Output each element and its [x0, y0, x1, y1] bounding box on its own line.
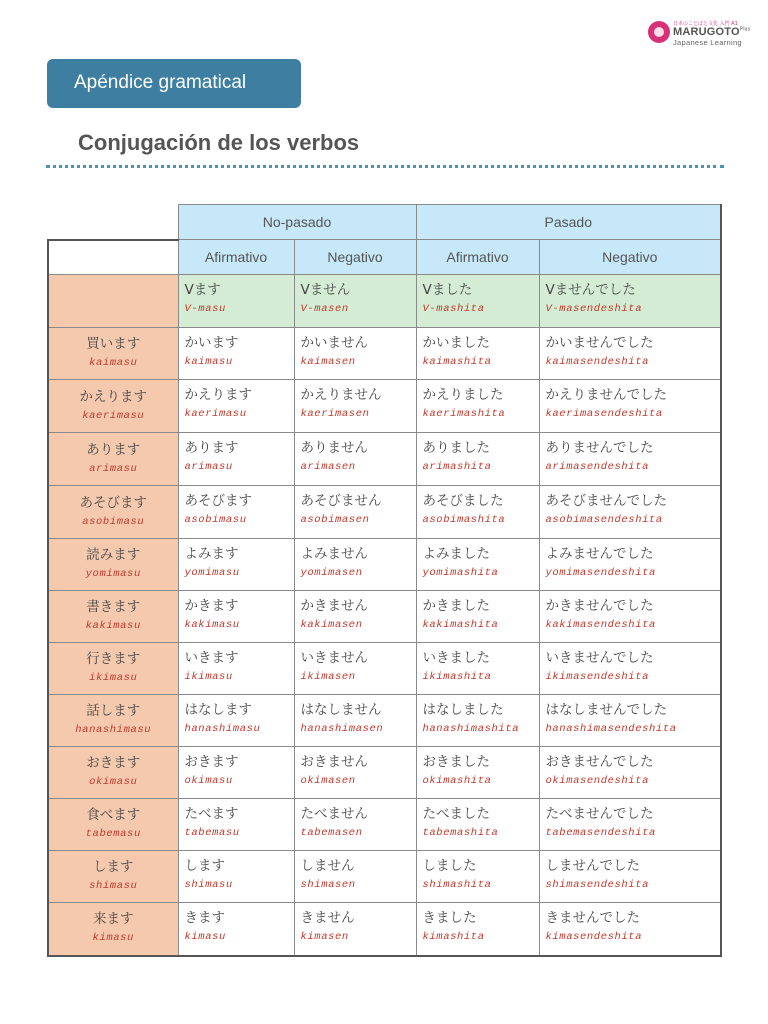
- verb-romaji: kaerimasu: [82, 409, 145, 422]
- verb-romaji: kaimasu: [89, 357, 138, 369]
- verb-kana: 話します: [86, 703, 141, 719]
- form-kana: あそびませんでした: [545, 493, 667, 509]
- conjugation-cell: [416, 486, 539, 539]
- conjugation-cell: [416, 851, 539, 903]
- form-romaji: tabemasendeshita: [545, 827, 656, 839]
- form-kana: おきませんでした: [545, 754, 654, 770]
- verb-dictionary-cell: [48, 747, 178, 799]
- form-romaji: shimasen: [300, 879, 356, 891]
- form-kana: きました: [422, 910, 477, 926]
- form-kana: たべます: [184, 806, 239, 822]
- form-romaji: kakimasendeshita: [545, 619, 656, 631]
- conjugation-cell: [539, 643, 721, 695]
- verb-dictionary-cell: [48, 328, 178, 380]
- verb-dictionary-cell: [48, 433, 178, 486]
- verb-row: [48, 591, 721, 643]
- pattern-kana: Vます: [184, 282, 221, 298]
- pattern-romaji: V-masu: [184, 303, 226, 315]
- form-romaji: yomimashita: [422, 567, 499, 579]
- form-kana: いきました: [422, 650, 490, 666]
- conjugation-cell: [294, 851, 416, 903]
- form-romaji: yomimasu: [184, 567, 240, 579]
- sub-header: Negativo: [294, 240, 416, 275]
- logo-brand-name: [673, 26, 750, 38]
- group-header-no-pasado: No-pasado: [178, 205, 416, 240]
- form-kana: しません: [300, 858, 355, 874]
- conjugation-cell: [539, 486, 721, 539]
- verb-dictionary-cell: [48, 591, 178, 643]
- verb-kana: 買います: [86, 336, 141, 352]
- verb-romaji: hanashimasu: [75, 724, 152, 736]
- conjugation-cell: [178, 380, 294, 433]
- form-romaji: arimasu: [184, 461, 233, 473]
- form-kana: たべませんでした: [545, 806, 654, 822]
- conjugation-cell: [294, 643, 416, 695]
- form-kana: かえりませんでした: [545, 387, 667, 403]
- verb-romaji: ikimasu: [89, 672, 138, 684]
- form-kana: かきません: [300, 598, 368, 614]
- conjugation-cell: [539, 591, 721, 643]
- conjugation-cell: [416, 433, 539, 486]
- verb-kana: おきます: [86, 755, 141, 771]
- form-romaji: kaimasen: [300, 356, 356, 368]
- form-romaji: kakimasu: [184, 619, 240, 631]
- conjugation-cell: [294, 328, 416, 380]
- form-kana: します: [184, 858, 225, 874]
- form-romaji: kakimashita: [422, 619, 499, 631]
- conjugation-cell: [178, 903, 294, 956]
- conjugation-cell: [539, 433, 721, 486]
- form-kana: きません: [300, 910, 355, 926]
- verb-kana: 書きます: [86, 599, 141, 615]
- form-romaji: asobimashita: [422, 514, 506, 526]
- form-romaji: tabemasu: [184, 827, 240, 839]
- pattern-row-label: [48, 275, 178, 328]
- pattern-cell: [416, 275, 539, 328]
- form-kana: いきません: [300, 650, 368, 666]
- verb-row: [48, 380, 721, 433]
- form-kana: かいます: [184, 335, 239, 351]
- conjugation-cell: [416, 695, 539, 747]
- form-kana: いきませんでした: [545, 650, 654, 666]
- sub-header: Afirmativo: [416, 240, 539, 275]
- form-romaji: kimasendeshita: [545, 931, 643, 943]
- verb-romaji: kimasu: [92, 932, 134, 945]
- form-kana: きませんでした: [545, 910, 640, 926]
- form-romaji: kaerimashita: [422, 408, 506, 420]
- verb-dictionary-cell: [48, 486, 178, 539]
- pattern-kana: Vました: [422, 282, 473, 298]
- form-kana: かいました: [422, 335, 490, 351]
- form-romaji: yomimasen: [300, 567, 363, 579]
- pattern-romaji: V-mashita: [422, 303, 485, 315]
- form-romaji: kaerimasendeshita: [545, 408, 663, 420]
- form-kana: いきます: [184, 650, 239, 666]
- verb-kana: かえります: [79, 388, 147, 405]
- form-romaji: kaimashita: [422, 356, 492, 368]
- verb-kana: あそびます: [79, 494, 147, 511]
- conjugation-cell: [178, 591, 294, 643]
- sub-header: Negativo: [539, 240, 721, 275]
- form-romaji: asobimasendeshita: [545, 514, 663, 526]
- conjugation-cell: [416, 539, 539, 591]
- conjugation-cell: [416, 747, 539, 799]
- empty-corner-top: [48, 205, 178, 240]
- verb-row: [48, 851, 721, 903]
- logo-brand-name-main: MARUGOTO: [673, 26, 740, 38]
- form-kana: かきます: [184, 598, 239, 614]
- form-romaji: hanashimashita: [422, 723, 520, 735]
- dotted-divider: [46, 165, 724, 168]
- form-kana: しませんでした: [545, 858, 640, 874]
- form-kana: あります: [184, 440, 239, 456]
- verb-romaji: okimasu: [89, 776, 138, 788]
- form-kana: はなしませんでした: [545, 702, 667, 718]
- conjugation-cell: [294, 380, 416, 433]
- form-romaji: okimashita: [422, 775, 492, 787]
- conjugation-cell: [294, 539, 416, 591]
- form-kana: かきました: [422, 598, 490, 614]
- sub-header: Afirmativo: [178, 240, 294, 275]
- form-kana: しました: [422, 858, 477, 874]
- conjugation-cell: [539, 851, 721, 903]
- verb-row: [48, 695, 721, 747]
- form-romaji: kaimasendeshita: [545, 356, 650, 368]
- conjugation-cell: [416, 328, 539, 380]
- verb-kana: 食べます: [86, 807, 141, 823]
- section-badge: [47, 59, 301, 108]
- page-title: Conjugación de los verbos: [78, 130, 360, 155]
- logo-small-text: 日本のことばと文化 入門 A1: [673, 21, 738, 27]
- conjugation-cell: [539, 695, 721, 747]
- verb-row: [48, 747, 721, 799]
- form-romaji: ikimasendeshita: [545, 671, 650, 683]
- logo-brand-plus: Plus: [739, 26, 751, 33]
- form-kana: おきません: [300, 754, 368, 770]
- conjugation-cell: [416, 799, 539, 851]
- conjugation-cell: [294, 591, 416, 643]
- form-kana: はなしました: [422, 702, 504, 718]
- verb-dictionary-cell: [48, 799, 178, 851]
- verb-row: [48, 328, 721, 380]
- form-romaji: yomimasendeshita: [545, 567, 656, 579]
- conjugation-cell: [178, 539, 294, 591]
- conjugation-cell: [539, 380, 721, 433]
- form-romaji: kaerimasen: [300, 408, 370, 420]
- form-romaji: shimashita: [422, 879, 492, 891]
- group-header-row: [48, 205, 721, 240]
- empty-corner-bottom: [48, 240, 178, 275]
- verb-romaji: tabemasu: [85, 828, 141, 840]
- form-kana: たべました: [422, 806, 490, 822]
- pattern-row: [48, 275, 721, 328]
- form-romaji: hanashimasen: [300, 723, 384, 735]
- verb-row: [48, 903, 721, 956]
- form-kana: あそびません: [300, 493, 382, 509]
- conjugation-cell: [539, 903, 721, 956]
- conjugation-cell: [294, 433, 416, 486]
- form-kana: ありません: [300, 440, 368, 456]
- verb-row: [48, 643, 721, 695]
- logo-tagline: Japanese Learning: [673, 38, 742, 47]
- conjugation-cell: [178, 747, 294, 799]
- form-kana: かえりました: [422, 387, 504, 403]
- form-romaji: hanashimasu: [184, 723, 261, 735]
- form-romaji: ikimashita: [422, 671, 492, 683]
- verb-kana: 読みます: [86, 547, 141, 563]
- conjugation-cell: [178, 695, 294, 747]
- form-kana: かえります: [184, 387, 252, 403]
- form-romaji: tabemasen: [300, 827, 363, 839]
- form-kana: かいませんでした: [545, 335, 654, 351]
- form-romaji: okimasu: [184, 775, 233, 787]
- verb-dictionary-cell: [48, 380, 178, 433]
- form-kana: よみませんでした: [545, 546, 654, 562]
- form-romaji: ikimasu: [184, 671, 233, 683]
- conjugation-cell: [294, 903, 416, 956]
- pattern-cell: [539, 275, 721, 328]
- conjugation-cell: [539, 328, 721, 380]
- conjugation-cell: [294, 486, 416, 539]
- verb-dictionary-cell: [48, 851, 178, 903]
- conjugation-cell: [178, 799, 294, 851]
- form-romaji: kimasen: [300, 931, 349, 943]
- verb-romaji: shimasu: [89, 880, 138, 892]
- form-romaji: asobimasu: [184, 514, 247, 526]
- conjugation-cell: [178, 643, 294, 695]
- form-romaji: okimasendeshita: [545, 775, 650, 787]
- verb-row: [48, 433, 721, 486]
- form-kana: はなします: [184, 702, 252, 718]
- conjugation-table: [47, 204, 722, 957]
- conjugation-cell: [294, 799, 416, 851]
- verb-dictionary-cell: [48, 539, 178, 591]
- verb-romaji: yomimasu: [85, 568, 141, 580]
- pattern-cell: [294, 275, 416, 328]
- form-romaji: kakimasen: [300, 619, 363, 631]
- form-romaji: ikimasen: [300, 671, 356, 683]
- form-romaji: tabemashita: [422, 827, 499, 839]
- form-kana: おきました: [422, 754, 490, 770]
- conjugation-cell: [539, 747, 721, 799]
- form-kana: かいません: [300, 335, 368, 351]
- conjugation-cell: [539, 799, 721, 851]
- form-romaji: kaimasu: [184, 356, 233, 368]
- form-kana: たべません: [300, 806, 368, 822]
- form-romaji: kimashita: [422, 931, 485, 943]
- form-romaji: shimasendeshita: [545, 879, 650, 891]
- form-kana: はなしません: [300, 702, 382, 718]
- form-kana: あそびました: [422, 493, 504, 509]
- form-romaji: okimasen: [300, 775, 356, 787]
- form-romaji: arimashita: [422, 461, 492, 473]
- pattern-kana: Vませんでした: [545, 282, 636, 298]
- group-header-pasado: Pasado: [416, 205, 721, 240]
- conjugation-cell: [178, 851, 294, 903]
- conjugation-cell: [294, 695, 416, 747]
- verb-row: [48, 539, 721, 591]
- form-kana: ありました: [422, 440, 490, 456]
- conjugation-cell: [416, 643, 539, 695]
- form-romaji: asobimasen: [300, 514, 370, 526]
- form-romaji: hanashimasendeshita: [545, 723, 677, 735]
- conjugation-cell: [294, 747, 416, 799]
- sub-header-row: [48, 240, 721, 275]
- form-kana: よみません: [300, 546, 368, 562]
- conjugation-cell: [178, 433, 294, 486]
- conjugation-cell: [539, 539, 721, 591]
- form-romaji: arimasen: [300, 461, 356, 473]
- verb-kana: します: [93, 859, 134, 875]
- verb-romaji: kakimasu: [85, 620, 141, 632]
- pattern-kana: Vません: [300, 282, 351, 298]
- conjugation-cell: [416, 380, 539, 433]
- form-kana: きます: [184, 910, 225, 926]
- verb-kana: 来ます: [93, 911, 134, 928]
- pattern-romaji: V-masendeshita: [545, 303, 643, 315]
- verb-dictionary-cell: [48, 903, 178, 956]
- verb-row: [48, 799, 721, 851]
- marugoto-logo: [648, 18, 753, 48]
- section-label: Apéndice gramatical: [74, 72, 247, 93]
- logo-mark-icon: [648, 21, 670, 43]
- form-kana: よみました: [422, 546, 490, 562]
- verb-romaji: arimasu: [89, 462, 138, 475]
- pattern-romaji: V-masen: [300, 303, 349, 315]
- form-romaji: arimasendeshita: [545, 461, 650, 473]
- verb-dictionary-cell: [48, 643, 178, 695]
- verb-dictionary-cell: [48, 695, 178, 747]
- conjugation-cell: [416, 903, 539, 956]
- conjugation-cell: [178, 328, 294, 380]
- conjugation-cell: [178, 486, 294, 539]
- verb-kana: あります: [86, 441, 141, 458]
- form-kana: ありませんでした: [545, 440, 654, 456]
- form-romaji: kaerimasu: [184, 408, 247, 420]
- form-kana: よみます: [184, 546, 239, 562]
- form-kana: かきませんでした: [545, 598, 654, 614]
- form-kana: かえりません: [300, 387, 382, 403]
- verb-romaji: asobimasu: [82, 515, 145, 528]
- form-kana: おきます: [184, 754, 239, 770]
- conjugation-cell: [416, 591, 539, 643]
- form-romaji: kimasu: [184, 931, 226, 943]
- form-romaji: shimasu: [184, 879, 233, 891]
- verb-kana: 行きます: [86, 651, 141, 667]
- verb-row: [48, 486, 721, 539]
- pattern-cell: [178, 275, 294, 328]
- form-kana: あそびます: [184, 493, 252, 509]
